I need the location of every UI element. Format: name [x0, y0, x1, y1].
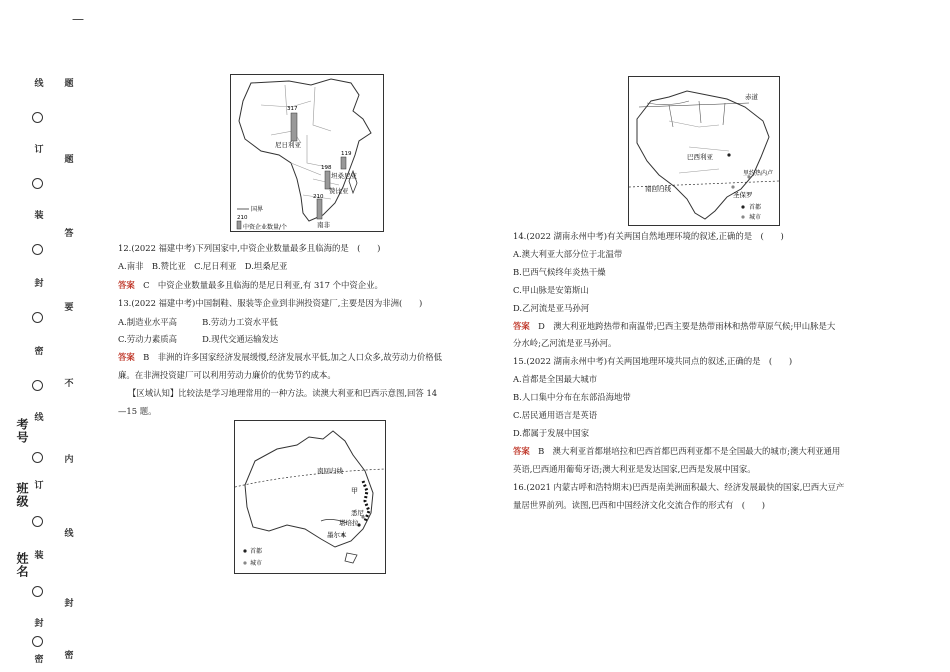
binding-char: 装: [34, 551, 44, 561]
legend-city: 城市: [749, 214, 762, 221]
legend-city: 城市: [250, 560, 263, 567]
exam-no-label: 考号: [15, 418, 29, 444]
label-jia: 甲: [351, 487, 358, 495]
binding-char: 封: [34, 279, 44, 289]
binding-hole: [32, 112, 43, 123]
binding-hole: [32, 380, 43, 391]
legend-capital: 首都: [250, 548, 263, 555]
answer-label: 答案: [513, 446, 530, 456]
binding-char: 密: [34, 655, 44, 665]
binding-hole: [32, 244, 43, 255]
q14-option-a: A.澳大利亚大部分位于北温带: [513, 249, 623, 259]
inner-char: 题: [64, 155, 74, 165]
q12-answer: [118, 279, 383, 291]
australia-map: [234, 420, 386, 574]
q13-answer: [118, 351, 442, 363]
q15-answer: [513, 445, 840, 457]
q13-answer-text: B 非洲的许多国家经济发展缓慢,经济发展水平低,加之人口众多,故劳动力价格低: [143, 352, 443, 362]
label-tropic: 南回归线: [645, 185, 671, 193]
q16-stem: 16.(2021 内蒙古呼和浩特期末)巴西是南美洲面积最大、经济发展最快的国家,巴西大豆产: [513, 482, 845, 492]
q13-answer-cont: 廉。在非洲投资建厂可以利用劳动力廉价的优势节约成本。: [118, 370, 336, 380]
q14-option-b: B.巴西气候终年炎热干燥: [513, 267, 606, 277]
q15-option-b: B.人口集中分布在东部沿海地带: [513, 392, 631, 402]
answer-label: 答案: [513, 321, 530, 331]
q16-stem-cont: 量居世界前列。读图,巴西和中国经济文化交流合作的形式有 ( ): [513, 500, 766, 510]
q14-stem: 14.(2022 湖南永州中考)有关两国自然地理环境的叙述,正确的是 ( ): [513, 231, 784, 241]
q15-option-c: C.居民通用语言是英语: [513, 410, 598, 420]
q14-answer-cont: 分水岭;乙河流是亚马孙河。: [513, 338, 617, 348]
q14-answer: [513, 320, 835, 332]
bar-southafrica: [317, 199, 322, 219]
q14-option-d: D.乙河流是亚马孙河: [513, 303, 590, 313]
name-label: 姓名: [15, 552, 29, 578]
label-zambia: 赞比亚: [329, 187, 349, 195]
label-melbourne: 墨尔本: [327, 531, 347, 539]
q13-options-cd: C.劳动力素质高 D.现代交通运输发达: [118, 334, 279, 344]
q14-option-c: C.甲山脉是安第斯山: [513, 285, 589, 295]
label-sydney: 悉尼: [351, 509, 364, 517]
region-intro: 【区域认知】比较法是学习地理常用的一种方法。读澳大利亚和巴西示意图,回答 14: [128, 388, 438, 398]
corner-mark: —: [72, 12, 84, 26]
inner-char: 封: [64, 599, 74, 609]
africa-map: [230, 74, 384, 232]
label-saopaulo: 圣保罗: [733, 191, 753, 199]
legend-capital: 首都: [749, 204, 762, 211]
q15-answer-cont: 英语,巴西通用葡萄牙语;澳大利亚是发达国家,巴西是发展中国家。: [513, 464, 756, 474]
q15-option-a: A.首都是全国最大城市: [513, 374, 598, 384]
answer-label: 答案: [118, 352, 135, 362]
q12-stem: 12.(2022 福建中考)下列国家中,中资企业数量最多且临海的是 ( ): [118, 243, 381, 253]
binding-hole: [32, 586, 43, 597]
inner-char: 线: [64, 529, 74, 539]
binding-hole: [32, 178, 43, 189]
africa-map-svg: [231, 75, 383, 231]
binding-char: 订: [34, 145, 44, 155]
bar-nigeria: [291, 113, 297, 141]
binding-char: 装: [34, 211, 44, 221]
q14-answer-text: D 澳大利亚地跨热带和南温带;巴西主要是热带雨林和热带草原气候;甲山脉是大: [538, 321, 836, 331]
binding-char: 线: [34, 413, 44, 423]
binding-char: 密: [34, 347, 44, 357]
legend-count-value: 210: [237, 215, 248, 221]
legend-count: 中资企业数量/个: [243, 224, 288, 231]
value-southafrica: 210: [313, 194, 324, 200]
label-tanzania: 坦桑尼亚: [331, 172, 357, 180]
inner-char: 密: [64, 651, 74, 661]
binding-hole: [32, 516, 43, 527]
label-rio: 里约热内卢: [743, 170, 774, 177]
binding-hole: [32, 312, 43, 323]
legend-border: 国界: [251, 206, 264, 213]
label-nigeria: 尼日利亚: [275, 141, 301, 149]
binding-char: 线: [34, 79, 44, 89]
label-brasilia: 巴西利亚: [687, 153, 713, 161]
label-tropic: 南回归线: [317, 467, 343, 475]
class-label: 班级: [15, 482, 29, 508]
value-tanzania: 119: [341, 151, 352, 157]
label-equator: 赤道: [745, 93, 758, 101]
label-canberra: 堪培拉: [339, 519, 359, 527]
q13-stem: 13.(2022 福建中考)中国制鞋、服装等企业到非洲投资建厂,主要是因为非洲( ): [118, 298, 423, 308]
inner-char: 题: [64, 79, 74, 89]
inner-char: 不: [64, 379, 74, 389]
brazil-map: [628, 76, 780, 226]
q15-option-d: D.都属于发展中国家: [513, 428, 590, 438]
label-southafrica: 南非: [317, 221, 330, 229]
answer-label: 答案: [118, 280, 135, 290]
q13-options-ab: A.制造业水平高 B.劳动力工资水平低: [118, 317, 278, 327]
australia-map-svg: [235, 421, 385, 573]
value-nigeria: 317: [287, 106, 298, 112]
inner-char: 内: [64, 455, 74, 465]
value-zambia: 198: [321, 165, 332, 171]
inner-char: 答: [64, 229, 74, 239]
binding-hole: [32, 452, 43, 463]
q12-answer-text: C 中资企业数量最多且临海的是尼日利亚,有 317 个中资企业。: [143, 280, 383, 290]
inner-char: 要: [64, 303, 74, 313]
q12-options: A.南非 B.赞比亚 C.尼日利亚 D.坦桑尼亚: [118, 261, 288, 271]
q15-answer-text: B 澳大利亚首都堪培拉和巴西首都巴西利亚都不是全国最大的城市;澳大利亚通用: [538, 446, 841, 456]
binding-char: 封: [34, 619, 44, 629]
bar-tanzania: [341, 157, 346, 169]
region-intro-cont: —15 题。: [118, 406, 157, 416]
brazil-map-svg: [629, 77, 779, 225]
q15-stem: 15.(2022 湖南永州中考)有关两国地理环境共同点的叙述,正确的是 ( ): [513, 356, 793, 366]
binding-char: 订: [34, 481, 44, 491]
binding-hole: [32, 636, 43, 647]
